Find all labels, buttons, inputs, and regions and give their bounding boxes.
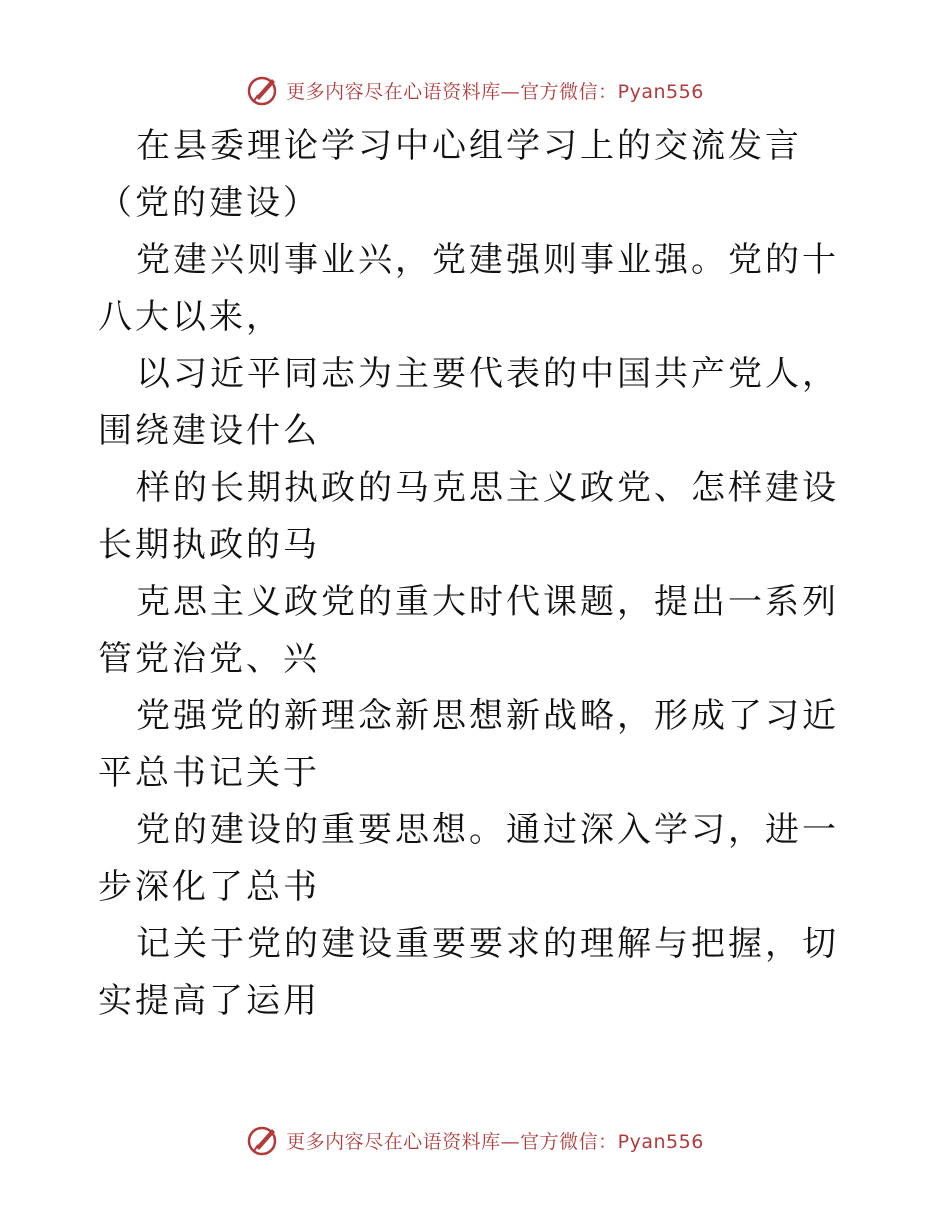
header-watermark	[0, 70, 950, 110]
body-paragraph: 记关于党的建设重要要求的理解与把握，切实提高了运用	[98, 924, 839, 1021]
document-body	[98, 118, 858, 1030]
watermark-text: 更多内容尽在心语资料库—官方微信：Pyan556	[286, 1130, 704, 1153]
quill-logo-icon	[246, 1123, 280, 1157]
body-paragraph: 样的长期执政的马克思主义政党、怎样建设长期执政的马	[98, 468, 839, 565]
watermark-text: 更多内容尽在心语资料库—官方微信：Pyan556	[286, 80, 704, 103]
document-title-paragraph: 在县委理论学习中心组学习上的交流发言（党的建设）	[98, 126, 802, 223]
body-paragraph: 党建兴则事业兴，党建强则事业强。党的十八大以来，	[98, 240, 839, 337]
body-paragraph: 党的建设的重要思想。通过深入学习，进一步深化了总书	[98, 810, 839, 907]
body-paragraph: 党强党的新理念新思想新战略，形成了习近平总书记关于	[98, 696, 839, 793]
footer-watermark	[0, 1120, 950, 1160]
quill-logo-icon	[246, 73, 280, 107]
body-paragraph: 克思主义政党的重大时代课题，提出一系列管党治党、兴	[98, 582, 839, 679]
body-paragraph: 以习近平同志为主要代表的中国共产党人，围绕建设什么	[98, 354, 839, 451]
